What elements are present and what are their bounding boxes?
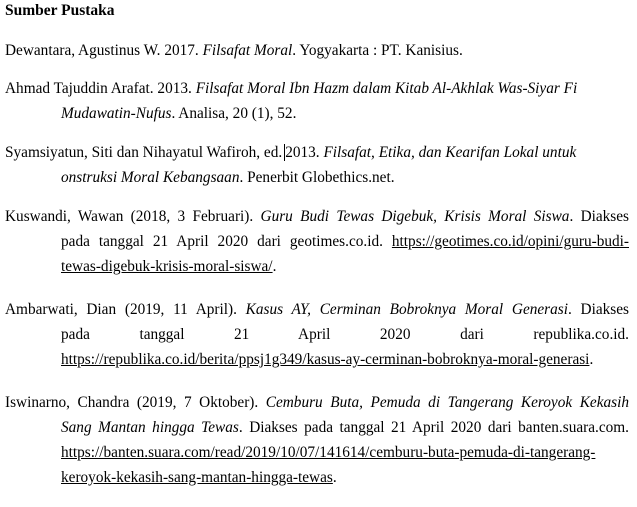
reference-title: Filsafat Moral [202, 42, 293, 59]
reference-line [5, 415, 629, 440]
reference-text: . [332, 469, 337, 486]
reference-text: . [272, 258, 277, 275]
reference-title: Filsafat, Etika, dan Kearifan Lokal untuk [323, 144, 577, 161]
reference-text: . Analisa, 20 (1), 52. [171, 105, 297, 122]
reference-text: Ambarwati, Dian (2019, 11 April). [5, 301, 246, 318]
reference-link[interactable]: tewas-digebuk-krisis-moral-siswa/ [61, 258, 273, 275]
reference-text: . Penerbit Globethics.net. [239, 169, 395, 186]
reference-text: Syamsiyatun, Siti dan Nihayatul Wafiroh, ed. [5, 144, 283, 161]
reference-entry [5, 140, 629, 190]
reference-line [5, 440, 629, 465]
reference-line [5, 165, 629, 190]
reference-line [5, 390, 629, 415]
reference-link[interactable]: keroyok-kekasih-sang-mantan-hingga-tewas [61, 469, 333, 486]
reference-line [5, 76, 629, 101]
reference-entry [5, 38, 629, 63]
reference-line [5, 297, 629, 322]
reference-text: Iswinarno, Chandra (2019, 7 Oktober). [5, 394, 266, 411]
reference-text: Dewantara, Agustinus W. 2017. [5, 42, 203, 59]
reference-line [5, 140, 629, 165]
reference-text: . Yogyakarta : PT. Kanisius. [292, 42, 463, 59]
reference-title: Sang Mantan hingga Tewas [61, 419, 239, 436]
reference-text: pada tanggal 21 April 2020 dari geotimes.co.id. [61, 233, 392, 250]
reference-text: . Diakses [567, 301, 629, 318]
reference-title: onstruksi Moral Kebangsaan [61, 169, 240, 186]
reference-text: . Diakses [569, 208, 630, 225]
reference-text: Kuswandi, Wawan (2018, 3 Februari). [5, 208, 261, 225]
reference-line [5, 254, 629, 279]
reference-title: Guru Budi Tewas Digebuk, Krisis Moral Siswa [260, 208, 570, 225]
reference-text: pada tanggal 21 April 2020 dari republika.co.id. [61, 326, 629, 343]
reference-text: . Diakses pada tanggal 21 April 2020 dari banten.suara.com. [238, 419, 629, 436]
reference-title: Kasus AY, Cerminan Bobroknya Moral Generasi [245, 301, 568, 318]
reference-link[interactable]: https://geotimes.co.id/opini/guru-budi- [391, 233, 629, 250]
reference-title: Cemburu Buta, Pemuda di Tangerang Keroyok Kekasih [265, 394, 629, 411]
reference-title: Mudawatin-Nufus [61, 105, 172, 122]
reference-text: 2013. [285, 144, 324, 161]
reference-entry [5, 204, 629, 279]
reference-line [5, 229, 629, 254]
reference-text: Ahmad Tajuddin Arafat. 2013. [5, 80, 196, 97]
reference-line [5, 465, 629, 490]
reference-link[interactable]: https://republika.co.id/berita/ppsj1g349/kasus-ay-cerminan-bobroknya-moral-generasi [61, 351, 590, 368]
reference-line [5, 347, 629, 372]
reference-entry [5, 390, 629, 490]
reference-line [5, 322, 629, 347]
reference-entry [5, 76, 629, 126]
reference-title: Filsafat Moral Ibn Hazm dalam Kitab Al-Akhlak Was-Siyar Fi [195, 80, 578, 97]
reference-line [5, 38, 629, 63]
reference-link[interactable]: https://banten.suara.com/read/2019/10/07/141614/cemburu-buta-pemuda-di-tangerang- [61, 444, 596, 461]
reference-line [5, 204, 629, 229]
reference-line [5, 101, 629, 126]
reference-entry [5, 297, 629, 372]
reference-text: . [589, 351, 594, 368]
section-heading: Sumber Pustaka [5, 2, 115, 19]
